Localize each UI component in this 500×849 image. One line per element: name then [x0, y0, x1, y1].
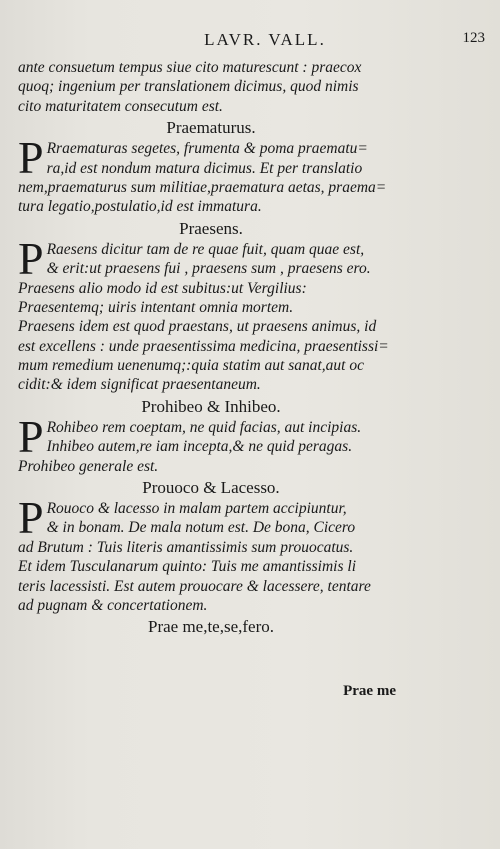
text-line: tura legatio,postulatio,id est immatura.	[18, 198, 262, 216]
drop-capital: P	[18, 239, 44, 284]
text-line: Rraematuras segetes, frumenta & poma praematu=	[46, 140, 368, 158]
text-line: Inhibeo autem,re iam incepta,& ne quid peragas.	[46, 438, 353, 456]
text-body	[18, 58, 404, 638]
text-line: cidit:& idem significat praesentaneum.	[18, 376, 261, 394]
text-line: & in bonam. De mala notum est. De bona, Cicero	[46, 519, 356, 537]
text-line: & erit:ut praesens fui , praesens sum , praesens ero.	[46, 260, 371, 278]
paragraph	[18, 499, 404, 615]
text-line: mum remedium uenenumq;:quia statim aut sanat,aut oc	[18, 357, 364, 375]
drop-capital: P	[18, 417, 44, 462]
text-line: cito maturitatem consecutum est.	[18, 97, 223, 115]
text-line: Rohibeo rem coeptam, ne quid facias, aut incipias.	[46, 418, 362, 436]
text-line: Prohibeo generale est.	[18, 457, 159, 475]
header-title: LAVR. VALL.	[204, 30, 326, 49]
drop-capital: P	[18, 499, 44, 544]
paragraph	[18, 139, 404, 217]
text-line: ad Brutum : Tuis literis amantissimis sum prouocatus.	[18, 538, 354, 556]
paragraph	[18, 418, 404, 476]
text-line: ante consuetum tempus siue cito maturescunt : praecox	[18, 59, 362, 76]
section-heading: Prohibeo & Inhibeo.	[141, 396, 281, 416]
text-line: Et idem Tusculanarum quinto: Tuis me amantissimis li	[18, 558, 357, 576]
text-line: Praesentemq; uiris intentant omnia mortem.	[18, 298, 294, 316]
text-line: ra,id est nondum matura dicimus. Et per translatio	[46, 159, 363, 177]
paragraph	[18, 240, 404, 395]
text-line: est excellens : unde praesentissima medicina, praesentissi=	[18, 337, 389, 355]
text-line: Praesens alio modo id est subitus:ut Vergilius:	[18, 279, 307, 297]
page-number: 123	[462, 30, 485, 46]
running-header	[100, 30, 485, 50]
text-line: nem,praematurus sum militiae,praematura aetas, praema=	[18, 178, 387, 196]
catchword: Prae me	[343, 683, 396, 699]
text-line: Raesens dicitur tam de re quae fuit, quam quae est,	[46, 240, 365, 258]
drop-capital: P	[18, 139, 44, 184]
section-heading: Prae me,te,se,fero.	[147, 617, 275, 637]
text-line: teris lacessisti. Est autem prouocare & lacessere, tentare	[18, 577, 371, 595]
text-line: Rouoco & lacesso in malam partem accipiuntur,	[46, 500, 347, 518]
section-heading: Prouoco & Lacesso.	[142, 478, 280, 498]
text-line: quoq; ingenium per translationem dicimus, quod nimis	[18, 78, 359, 96]
section-heading: Praematurus.	[166, 118, 256, 138]
text-line: ad pugnam & concertationem.	[18, 596, 208, 614]
text-line: Praesens idem est quod praestans, ut praesens animus, id	[18, 318, 377, 336]
section-heading: Praesens.	[179, 218, 243, 238]
